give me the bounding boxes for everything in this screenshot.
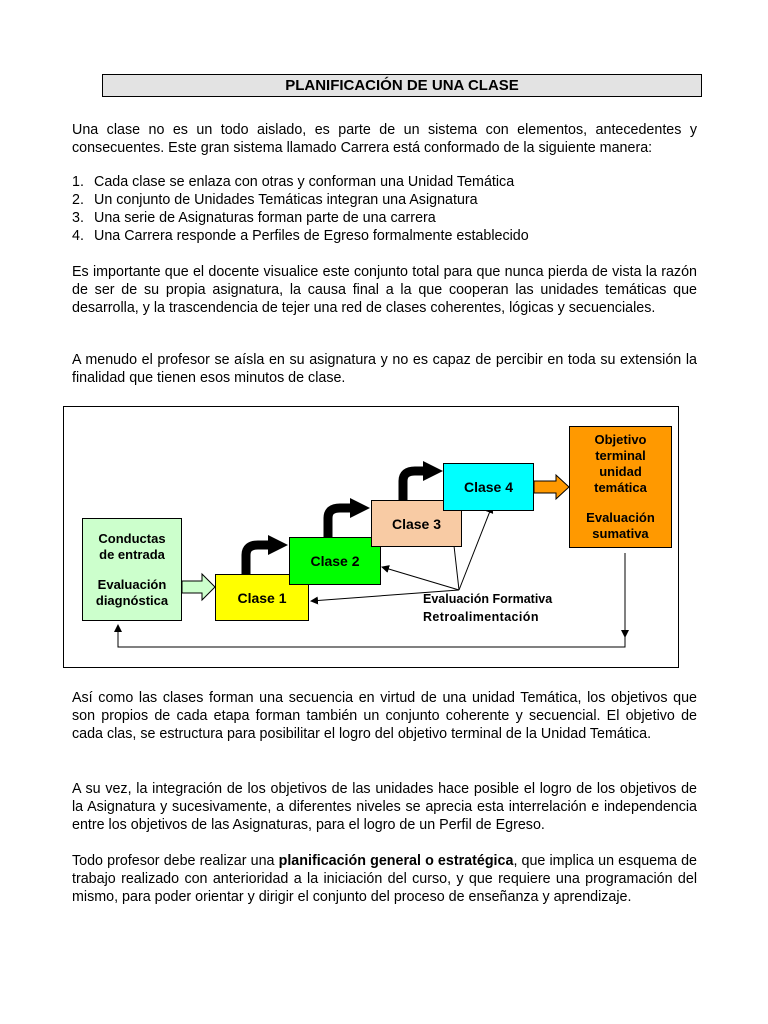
list-item <box>72 173 697 191</box>
page-title: PLANIFICACIÓN DE UNA CLASE <box>102 74 702 97</box>
planning-bold-term: planificación general o estratégica <box>278 853 514 869</box>
entry-label-1: Conductas <box>98 530 166 546</box>
step-arrow-3 <box>403 461 443 501</box>
list-number: 2. <box>72 192 84 208</box>
terminal-objective-box <box>569 426 672 548</box>
clase-3-label: Clase 3 <box>391 515 442 532</box>
hierarchy-list <box>72 173 697 245</box>
list-text: Una serie de Asignaturas forman parte de una carrera <box>94 210 436 226</box>
list-number: 1. <box>72 174 84 190</box>
entry-behaviors-box <box>82 518 182 621</box>
clase-4-label: Clase 4 <box>463 479 514 495</box>
entry-label-3: Evaluación <box>97 576 167 592</box>
objective-label-2: terminal <box>595 448 646 463</box>
objective-label-5: Evaluación <box>586 510 655 525</box>
planning-paragraph <box>72 852 697 906</box>
objective-label-4: temática <box>594 480 647 495</box>
clase-1-label: Clase 1 <box>237 589 287 606</box>
entry-label-4: diagnóstica <box>95 592 169 608</box>
importance-paragraph: Es importante que el docente visualice este conjunto total para que nunca pierda de vista la razón de ser de su propia asignatura, la causa final a la que cooperan las unidades temáticas que desarrolla, y la trascendencia de tejer una red de clases coherentes, lógicas y secuenciales. <box>72 264 697 316</box>
list-text: Cada clase se enlaza con otras y conforman una Unidad Temática <box>94 174 515 190</box>
list-item <box>72 191 697 209</box>
step-arrow-1 <box>246 535 288 575</box>
objective-arrow <box>534 475 569 499</box>
feedback-label: Retroalimentación <box>423 610 539 624</box>
list-text: Una Carrera responde a Perfiles de Egreso formalmente establecido <box>94 228 529 244</box>
integration-paragraph: A su vez, la integración de los objetivos de las unidades hace posible el logro de los objetivos de la Asignatura y sucesivamente, a diferentes niveles se aprecia esta interrelación e independencia entre los objetivos de las Asignaturas, para el logro de un Perfil de Egreso. <box>72 781 697 833</box>
list-number: 3. <box>72 210 84 226</box>
clase-2-label: Clase 2 <box>310 553 360 569</box>
list-number: 4. <box>72 228 84 244</box>
objective-label-3: unidad <box>599 464 642 479</box>
entry-label-2: de entrada <box>99 546 165 562</box>
objective-label-6: sumativa <box>592 526 649 541</box>
clase-2-box <box>289 537 381 585</box>
planning-text-before: Todo profesor debe realizar una <box>72 853 279 869</box>
formative-evaluation-label: Evaluación Formativa <box>423 592 553 606</box>
entry-arrow <box>182 574 215 600</box>
objective-label-1: Objetivo <box>594 432 647 447</box>
step-arrow-2 <box>328 498 370 538</box>
list-item <box>72 209 697 227</box>
clase-4-box <box>443 463 534 511</box>
class-sequence-diagram <box>63 406 679 668</box>
intro-paragraph: Una clase no es un todo aislado, es parte de un sistema con elementos, antecedentes y consecuentes. Este gran sistema llamado Carrera está conformado de la siguiente manera: <box>72 122 697 156</box>
sequence-paragraph: Así como las clases forman una secuencia en virtud de una unidad Temática, los objetivos que son propios de cada etapa forman también un conjunto coherente y secuencial. El objetivo de cada clas, se estructura para posibilitar el logro del objetivo terminal de la Unidad Temática. <box>72 690 697 742</box>
list-item <box>72 227 697 245</box>
list-text: Un conjunto de Unidades Temáticas integran una Asignatura <box>94 192 478 208</box>
planning-text-after: , que implica un esquema de trabajo realizado con anterioridad a la iniciación del curso, y que requiere una programación del mismo, para poder orientar y dirigir el conjunto del proceso de enseñanza y aprendizaje. <box>72 853 697 905</box>
isolation-paragraph: A menudo el profesor se aísla en su asignatura y no es capaz de percibir en toda su extensión la finalidad que tienen esos minutos de clase. <box>72 352 697 386</box>
